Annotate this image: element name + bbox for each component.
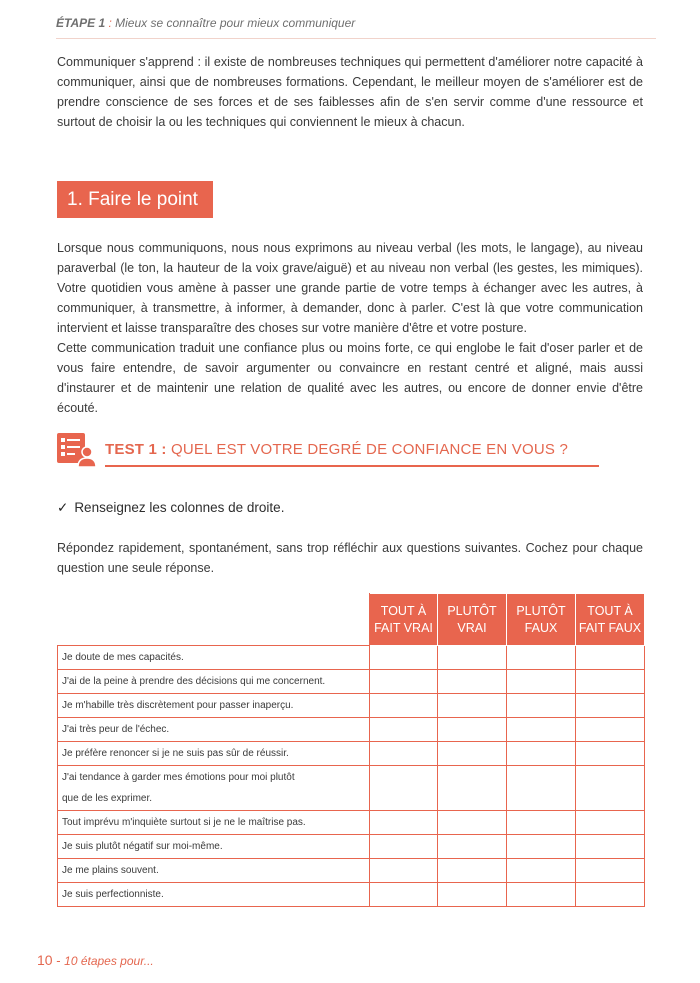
answer-cell[interactable] xyxy=(438,646,507,670)
test-description: Répondez rapidement, spontanément, sans trop réfléchir aux questions suivantes. Cochez pour chaque question une seule réponse. xyxy=(57,541,643,575)
header-step: ÉTAPE 1 xyxy=(56,16,106,30)
answer-cell[interactable] xyxy=(370,670,438,694)
question-cell: J'ai tendance à garder mes émotions pour moi plutôt que de les exprimer. xyxy=(58,766,370,811)
table-row xyxy=(58,742,645,766)
section-heading xyxy=(57,181,213,218)
page-footer xyxy=(37,952,154,968)
table-row xyxy=(58,766,645,811)
column-header: PLUTÔT FAUX xyxy=(507,594,576,646)
question-cell: Je me plains souvent. xyxy=(58,859,370,883)
table-row xyxy=(58,883,645,907)
answer-cell[interactable] xyxy=(576,811,645,835)
answer-cell[interactable] xyxy=(438,835,507,859)
answer-cell[interactable] xyxy=(576,835,645,859)
answer-cell[interactable] xyxy=(370,646,438,670)
answer-cell[interactable] xyxy=(438,742,507,766)
question-cell: Tout imprévu m'inquiète surtout si je ne le maîtrise pas. xyxy=(58,811,370,835)
running-header xyxy=(56,16,656,39)
answer-cell[interactable] xyxy=(438,859,507,883)
answer-cell[interactable] xyxy=(576,766,645,811)
answer-cell[interactable] xyxy=(576,859,645,883)
table-row xyxy=(58,718,645,742)
table-header-row xyxy=(58,594,645,646)
page-number: 10 xyxy=(37,952,53,968)
table-row xyxy=(58,646,645,670)
table-row xyxy=(58,811,645,835)
question-cell: Je m'habille très discrètement pour passer inaperçu. xyxy=(58,694,370,718)
answer-cell[interactable] xyxy=(576,883,645,907)
answer-cell[interactable] xyxy=(370,835,438,859)
answer-cell[interactable] xyxy=(576,694,645,718)
answer-cell[interactable] xyxy=(370,694,438,718)
checklist-person-icon xyxy=(57,432,97,468)
answer-cell[interactable] xyxy=(507,670,576,694)
checkmark-icon: ✓ xyxy=(57,500,69,515)
footer-separator: - xyxy=(52,953,65,968)
answer-cell[interactable] xyxy=(507,859,576,883)
answer-cell[interactable] xyxy=(370,742,438,766)
answer-cell[interactable] xyxy=(438,766,507,811)
answer-cell[interactable] xyxy=(507,766,576,811)
question-cell: Je suis perfectionniste. xyxy=(58,883,370,907)
answer-cell[interactable] xyxy=(507,694,576,718)
answer-cell[interactable] xyxy=(438,883,507,907)
answer-cell[interactable] xyxy=(507,883,576,907)
answer-cell[interactable] xyxy=(370,859,438,883)
test-underline xyxy=(105,465,599,467)
answer-cell[interactable] xyxy=(370,883,438,907)
answer-cell[interactable] xyxy=(576,646,645,670)
instruction-text: Renseignez les colonnes de droite. xyxy=(74,500,285,515)
answer-cell[interactable] xyxy=(438,694,507,718)
question-cell: Je doute de mes capacités. xyxy=(58,646,370,670)
column-header: PLUTÔT VRAI xyxy=(438,594,507,646)
table-row xyxy=(58,859,645,883)
answer-cell[interactable] xyxy=(576,670,645,694)
body-paragraph-2: Cette communication traduit une confiance plus ou moins forte, ce qui englobe le fait d'oser parler et de vous faire entendre, de savoir argumenter ou convaincre en restant centré et aligné, mais aussi d'instaurer et de maintenir une relation de qualité avec les autres, ou encore de donner envie d'être écouté. xyxy=(57,341,643,415)
test-title xyxy=(105,441,568,458)
test-label: TEST 1 : xyxy=(105,441,167,458)
answer-cell[interactable] xyxy=(507,718,576,742)
intro-paragraph: Communiquer s'apprend : il existe de nombreuses techniques qui permettent d'améliorer notre capacité à communiquer, ainsi que de nombreuses formations. Cependant, le meilleur moyen de s'améliorer est de prendre conscience de ses forces et de ses faiblesses afin de s'en servir comme d'une ressource et surtout de choisir la ou les techniques qui conviennent le mieux à chacun. xyxy=(57,55,643,129)
header-subtitle: Mieux se connaître pour mieux communiquer xyxy=(115,16,356,30)
header-separator: : xyxy=(105,16,116,30)
question-cell: Je suis plutôt négatif sur moi-même. xyxy=(58,835,370,859)
column-header: TOUT À FAIT VRAI xyxy=(370,594,438,646)
instruction xyxy=(57,500,284,516)
answer-cell[interactable] xyxy=(507,835,576,859)
table-header-blank xyxy=(58,594,370,646)
answer-cell[interactable] xyxy=(507,646,576,670)
answer-cell[interactable] xyxy=(438,811,507,835)
question-cell: J'ai de la peine à prendre des décisions qui me concernent. xyxy=(58,670,370,694)
table-row xyxy=(58,835,645,859)
table-row xyxy=(58,694,645,718)
body-paragraph-1: Lorsque nous communiquons, nous nous exprimons au niveau verbal (les mots, le langage), au niveau paraverbal (le ton, la hauteur de la voix grave/aiguë) et au niveau non verbal (les gestes, les mimiques). Votre quotidien vous amène à passer une grande partie de votre temps à échanger avec les autres, à communiquer, à transmettre, à informer, à demander, donc à parler. C'est là que votre communication intervient et laisse transparaître des choses sur votre manière d'être et votre posture. xyxy=(57,241,643,335)
question-cell: J'ai très peur de l'échec. xyxy=(58,718,370,742)
answer-cell[interactable] xyxy=(507,742,576,766)
answer-cell[interactable] xyxy=(370,718,438,742)
answer-cell[interactable] xyxy=(576,718,645,742)
question-cell: Je préfère renoncer si je ne suis pas sûr de réussir. xyxy=(58,742,370,766)
answer-cell[interactable] xyxy=(576,742,645,766)
answer-cell[interactable] xyxy=(438,670,507,694)
column-header: TOUT À FAIT FAUX xyxy=(576,594,645,646)
answer-cell[interactable] xyxy=(370,766,438,811)
answer-cell[interactable] xyxy=(370,811,438,835)
book-title: 10 étapes pour... xyxy=(64,954,154,968)
test-heading xyxy=(57,432,643,468)
answer-cell[interactable] xyxy=(507,811,576,835)
table-row xyxy=(58,670,645,694)
answer-cell[interactable] xyxy=(438,718,507,742)
section-title: 1. Faire le point xyxy=(67,188,198,210)
quiz-table xyxy=(57,593,645,907)
test-question: QUEL EST VOTRE DEGRÉ DE CONFIANCE EN VOUS ? xyxy=(166,441,568,458)
